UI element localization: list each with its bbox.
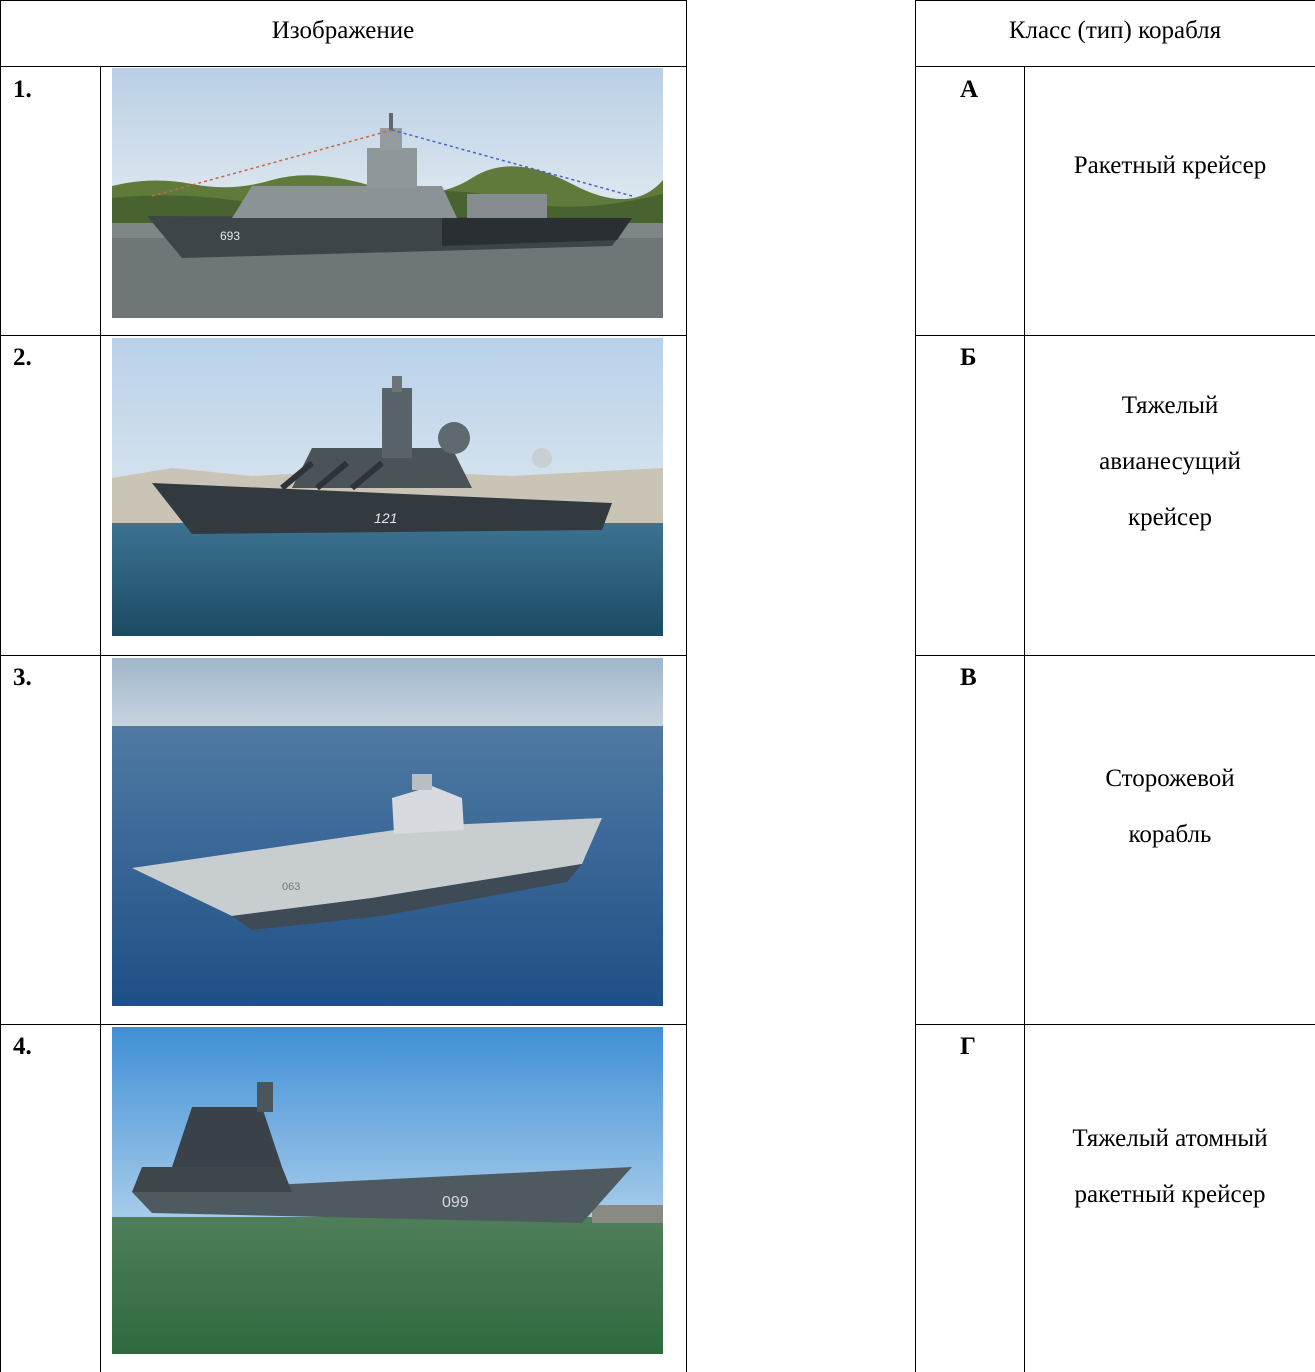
- row-number: 3.: [13, 664, 32, 691]
- ship-photo-1: [112, 68, 663, 318]
- class-name-line: ракетный крейсер: [1074, 1181, 1266, 1208]
- class-name-line: авианесущий: [1099, 448, 1241, 475]
- hull-number: 063: [282, 881, 301, 893]
- table-border-left: [0, 0, 1, 1372]
- ship-photo-4: [112, 1027, 663, 1354]
- class-name: [1025, 751, 1315, 863]
- class-letter: Г: [960, 1033, 976, 1060]
- hull-number: 121: [374, 510, 398, 526]
- class-name-line: корабль: [1128, 821, 1212, 848]
- table-row-sep: [915, 66, 1315, 67]
- table-border-top: [0, 0, 686, 1]
- class-letter: В: [960, 664, 977, 691]
- ship-photo-3: [112, 658, 663, 1006]
- class-name-line: Сторожевой: [1105, 765, 1235, 792]
- table-row-sep: [915, 655, 1315, 656]
- class-name-line: крейсер: [1127, 504, 1213, 531]
- table-border-top-right: [915, 0, 1315, 1]
- class-name-line: Ракетный крейсер: [1073, 152, 1267, 179]
- class-name: [1025, 138, 1315, 194]
- table-border-left-mid: [686, 0, 687, 1372]
- class-letter: Б: [960, 344, 977, 371]
- class-name-line: Тяжелый: [1121, 392, 1219, 419]
- header-image: Изображение: [271, 17, 415, 44]
- row-number: 4.: [13, 1033, 32, 1060]
- hull-number: 693: [220, 229, 241, 243]
- class-name: [1025, 378, 1315, 546]
- table-border-right-mid: [915, 0, 916, 1372]
- table-row-sep: [0, 335, 686, 336]
- table-row-sep: [0, 655, 686, 656]
- table-row-sep: [0, 66, 686, 67]
- hull-number: 099: [442, 1194, 469, 1211]
- class-name-line: Тяжелый атомный: [1072, 1125, 1268, 1152]
- table-row-sep: [915, 1024, 1315, 1025]
- table-row-sep: [0, 1024, 686, 1025]
- table-row-sep: [915, 335, 1315, 336]
- row-number: 2.: [13, 344, 32, 371]
- class-letter: А: [960, 76, 979, 103]
- row-number: 1.: [13, 76, 32, 103]
- class-name: [1025, 1111, 1315, 1223]
- header-ship-class: Класс (тип) корабля: [1008, 17, 1222, 44]
- ship-photo-2: [112, 338, 663, 636]
- table-col-sep-left: [100, 66, 101, 1372]
